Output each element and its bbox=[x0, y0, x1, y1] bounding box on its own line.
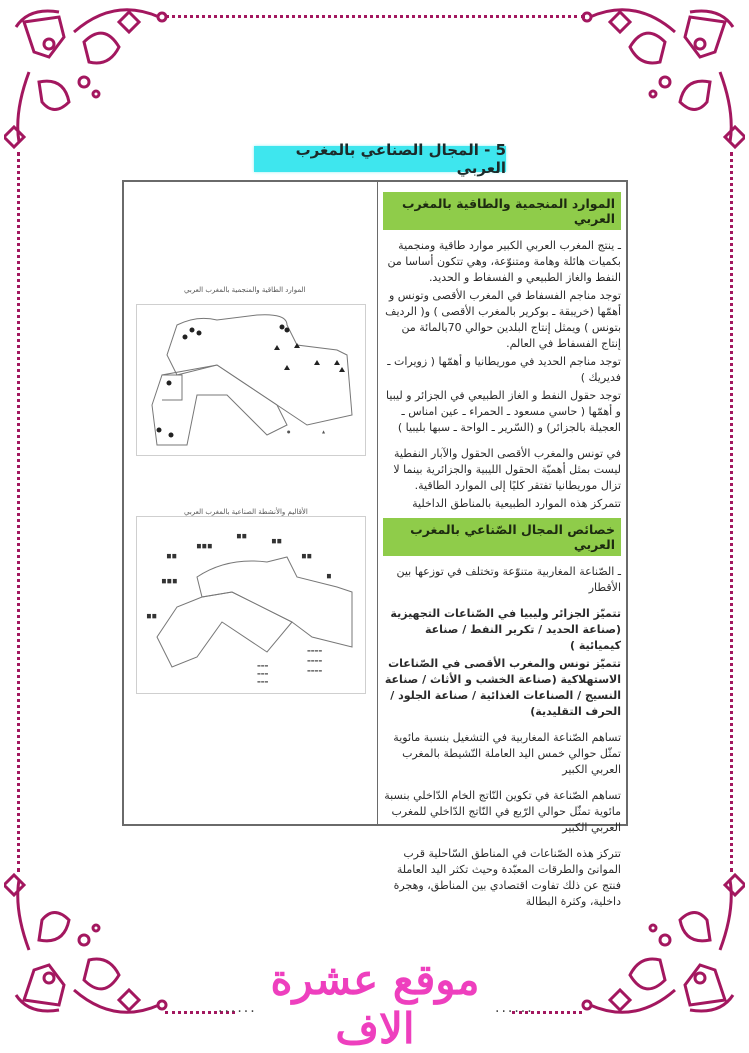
right-dotted-border bbox=[730, 152, 733, 872]
map2-title: الأقاليم والأنشطة الصناعية بالمغرب العربي bbox=[184, 508, 308, 516]
energy-mining-map bbox=[136, 304, 366, 456]
svg-text:▆: ▆ bbox=[327, 573, 331, 579]
svg-text:▆ ▆ ▆: ▆ ▆ ▆ bbox=[197, 543, 212, 549]
content-table bbox=[122, 180, 628, 908]
map1-legend-mining: ● bbox=[287, 429, 291, 434]
footer-dots-left: ...... bbox=[218, 1000, 257, 1016]
paragraph: ـ ينتج المغرب العربي الكبير موارد طاقية ومنجمية بكميات هائلة وهامة ومتنوّعة، وهي تتكون أساسا من النفط والغاز الطبيعي و الفسفاط و الحديد. bbox=[387, 239, 621, 284]
svg-text:▬▬▬: ▬▬▬ bbox=[257, 679, 269, 684]
top-dotted-border bbox=[165, 15, 585, 18]
paragraph: تتركز هذه الصّناعات في المناطق السّاحلية قرب الموانئ والطرقات المعبّدة وحيث تكثر اليد العاملة فنتج عن ذلك تفاوت اقتصادي بين المناطق، وهجرة داخلية، وكثرة البطالة bbox=[393, 847, 621, 908]
svg-text:▆ ▆: ▆ ▆ bbox=[147, 613, 157, 619]
section-heading-resources: الموارد المنجمية والطاقية بالمغرب العربي bbox=[383, 192, 621, 230]
paragraph: في تونس والمغرب الأقصى الحقول والآبار النفطية ليست بمثل أهميّة الحقول الليبية والجزائرية بينما لا تزال موريطانيا تفتقر كليًا إلى الموارد الطاقية. bbox=[393, 447, 621, 492]
svg-text:▆ ▆: ▆ ▆ bbox=[237, 533, 247, 539]
site-watermark: موقع عشرة الاف bbox=[270, 955, 480, 1053]
section-heading-industry: خصائص المجال الصّناعي بالمغرب العربي bbox=[383, 518, 621, 556]
maps-column bbox=[124, 182, 378, 824]
paragraph: ـ الصّناعة المغاربية متنوّعة وتختلف في توزعها بين الأقطار bbox=[396, 565, 621, 594]
ornament-top-right-icon bbox=[580, 2, 745, 152]
svg-text:▆ ▆: ▆ ▆ bbox=[272, 538, 282, 544]
paragraph: تتميّز الجزائر وليبيا في الصّناعات التجهيزية (صناعة الحديد / تكرير النفط / صناعة كيميائية ) bbox=[390, 607, 621, 652]
paragraph: تتميّز تونس والمغرب الأقصى في الصّناعات الاستهلاكية (صناعة الخشب و الأثاث / صناعة النسيج / الصناعات الغذائية / صناعة الجلود / الحرف التقليدية) bbox=[384, 657, 621, 718]
ornament-bottom-left-icon bbox=[4, 870, 169, 1020]
paragraph: تساهم الصّناعة في تكوين النّاتج الخام الدّاخلي بنسبة مائوية تمثّل حوالي الرّبع في النّاتج الدّاخلي للمغرب العربي الكبير bbox=[384, 789, 621, 834]
svg-text:▬▬▬▬: ▬▬▬▬ bbox=[307, 648, 323, 653]
industrial-regions-map bbox=[136, 516, 366, 694]
map1-title: الموارد الطاقية والمنجمية بالمغرب العربي bbox=[184, 286, 306, 294]
svg-text:▬▬▬: ▬▬▬ bbox=[257, 671, 269, 676]
svg-text:▬▬▬: ▬▬▬ bbox=[257, 663, 269, 668]
left-dotted-border bbox=[17, 152, 20, 872]
page-title: 5 - المجال الصناعي بالمغرب العربي bbox=[295, 141, 506, 177]
svg-text:▬▬▬▬: ▬▬▬▬ bbox=[307, 668, 323, 673]
footer-dots-right: ...... bbox=[495, 1000, 534, 1016]
svg-text:▲: ▲ bbox=[322, 429, 326, 434]
paragraph: توجد مناجم الحديد في موريطانيا و أهمّها ( زويرات ـ فديريك ) bbox=[387, 355, 621, 384]
svg-text:▬▬▬▬: ▬▬▬▬ bbox=[307, 658, 323, 663]
page-title-banner bbox=[254, 141, 506, 177]
svg-text:▆ ▆: ▆ ▆ bbox=[167, 553, 177, 559]
paragraph: تتمركز هذه الموارد الطبيعية بالمناطق الداخلية bbox=[412, 497, 621, 510]
text-column bbox=[378, 182, 626, 908]
paragraph: توجد مناجم الفسفاط في المغرب الأقصى وتونس و أهمّها (خريبقة ـ بوكرير بالمغرب الأقصى ) و( الرديف بتونس ) ويمثل إنتاج البلدين حوالي 70بالمائة من إنتاج الفسفاط في العالم. bbox=[385, 289, 621, 350]
svg-text:▆ ▆: ▆ ▆ bbox=[302, 553, 312, 559]
paragraph: توجد حقول النفط و الغاز الطبيعي في الجزائر و ليبيا و أهمّها ( حاسي مسعود ـ الحمراء ـ عين امناس ـ العجيلة بالجزائر) و (السّرير ـ الواحة ـ سبها بليبيا ) bbox=[386, 389, 621, 434]
ornament-top-left-icon bbox=[4, 2, 169, 152]
svg-text:▆ ▆ ▆: ▆ ▆ ▆ bbox=[162, 578, 177, 584]
paragraph: تساهم الصّناعة المغاربية في التشغيل بنسبة مائوية تمثّل حوالي خمس اليد العاملة النّشيطة بالمغرب العربي الكبير bbox=[393, 731, 621, 776]
